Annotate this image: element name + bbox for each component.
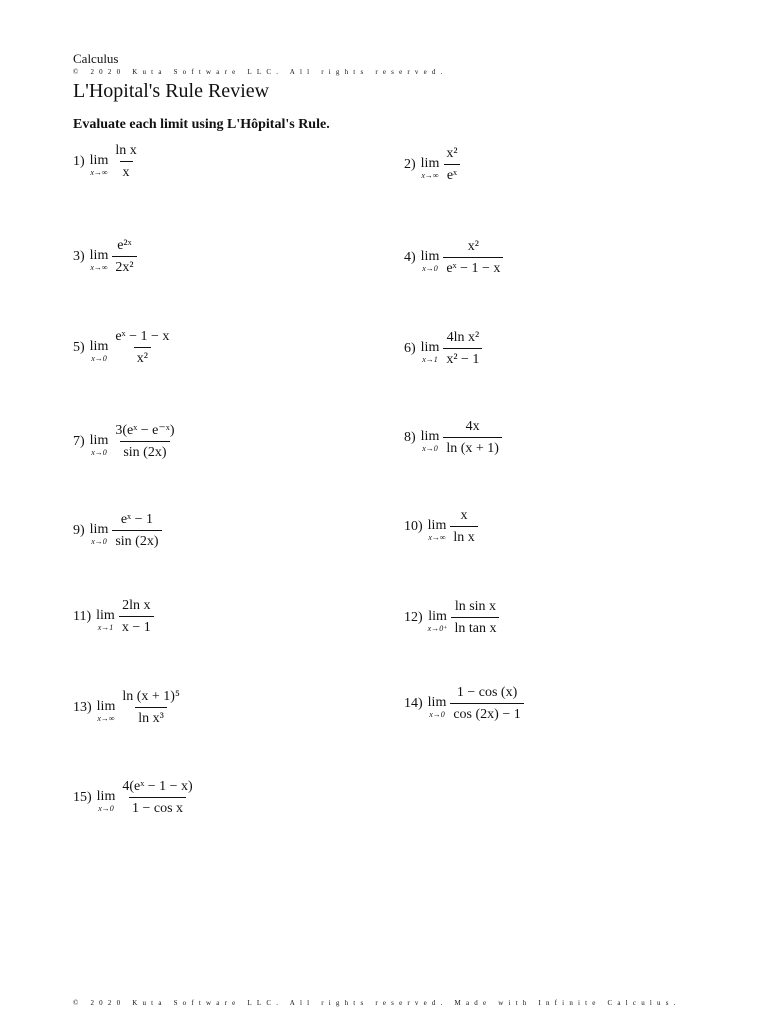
problem-number: 14) <box>404 696 423 711</box>
limit-operator <box>90 522 109 546</box>
numerator: 2ln x <box>122 598 151 613</box>
problem-item <box>73 142 140 182</box>
limit-operator <box>428 695 447 719</box>
problem-number: 10) <box>404 519 423 534</box>
limit-operator <box>90 339 109 363</box>
limit-operator <box>97 789 116 813</box>
denominator: sin (2x) <box>120 441 169 462</box>
fraction <box>450 684 523 724</box>
denominator: sin (2x) <box>112 530 161 551</box>
denominator: x <box>120 161 133 182</box>
numerator: x² <box>446 146 458 161</box>
problem-number: 5) <box>73 340 85 355</box>
denominator: eˣ − 1 − x <box>443 257 503 278</box>
fraction <box>450 507 477 547</box>
limit-operator <box>421 340 440 364</box>
limit-approach: x→0 <box>422 264 438 273</box>
limit-approach: x→∞ <box>90 168 108 177</box>
limit-approach: x→∞ <box>97 714 115 723</box>
problem-number: 13) <box>73 700 92 715</box>
limit-label: lim <box>420 249 440 264</box>
problem-number: 1) <box>73 154 85 169</box>
problem-item <box>73 422 177 462</box>
problem-number: 11) <box>73 609 92 624</box>
limit-label: lim <box>89 153 109 168</box>
fraction <box>119 778 195 818</box>
numerator: e²ˣ <box>117 238 132 253</box>
problem-number: 7) <box>73 434 85 449</box>
limit-approach: x→0 <box>91 448 107 457</box>
limit-operator <box>90 433 109 457</box>
problem-item <box>73 511 162 551</box>
fraction <box>112 237 136 277</box>
limit-label: lim <box>89 522 109 537</box>
limit-label: lim <box>89 248 109 263</box>
numerator: ln (x + 1)⁵ <box>122 689 180 704</box>
denominator: cos (2x) − 1 <box>450 703 523 724</box>
limit-operator <box>90 153 109 177</box>
problem-item <box>404 684 524 724</box>
numerator: 4ln x² <box>446 330 480 345</box>
problem-item <box>404 145 461 185</box>
limit-label: lim <box>89 339 109 354</box>
limit-operator <box>421 249 440 273</box>
instructions: Evaluate each limit using L'Hôpital's Rule. <box>73 117 330 132</box>
numerator: x² <box>467 239 479 254</box>
numerator: x <box>460 508 468 523</box>
problem-item <box>404 598 499 638</box>
limit-label: lim <box>96 789 116 804</box>
fraction <box>443 329 482 369</box>
denominator: ln (x + 1) <box>443 437 502 458</box>
limit-label: lim <box>420 340 440 355</box>
fraction <box>443 238 503 278</box>
limit-approach: x→0 <box>429 710 445 719</box>
limit-operator <box>428 518 447 542</box>
fraction <box>112 511 161 551</box>
limit-operator <box>428 609 448 633</box>
limit-approach: x→∞ <box>421 171 439 180</box>
denominator: x² <box>134 347 151 368</box>
limit-label: lim <box>427 518 447 533</box>
problem-item <box>73 778 196 818</box>
fraction <box>119 597 154 637</box>
problem-item <box>404 238 503 278</box>
denominator: x² − 1 <box>443 348 482 369</box>
problem-number: 15) <box>73 790 92 805</box>
limit-approach: x→0 <box>91 354 107 363</box>
problem-number: 8) <box>404 430 416 445</box>
limit-operator <box>97 699 116 723</box>
problem-item <box>404 329 482 369</box>
limit-approach: x→0 <box>98 804 114 813</box>
problem-item <box>404 507 478 547</box>
limit-operator <box>96 608 115 632</box>
problem-item <box>73 688 183 728</box>
limit-approach: x→0 <box>91 537 107 546</box>
problem-number: 12) <box>404 610 423 625</box>
worksheet-title: L'Hopital's Rule Review <box>73 80 270 102</box>
numerator: ln x <box>115 143 137 158</box>
denominator: eˣ <box>444 164 460 185</box>
limit-label: lim <box>96 608 115 623</box>
problem-item <box>404 418 502 458</box>
denominator: 1 − cos x <box>129 797 186 818</box>
numerator: 4(eˣ − 1 − x) <box>122 779 193 794</box>
limit-approach: x→∞ <box>428 533 446 542</box>
denominator: x − 1 <box>119 616 154 637</box>
fraction <box>112 142 139 182</box>
fraction <box>443 418 502 458</box>
fraction <box>119 688 183 728</box>
limit-label: lim <box>96 699 116 714</box>
limit-label: lim <box>428 609 447 624</box>
fraction <box>451 598 499 638</box>
limit-approach: x→∞ <box>90 263 108 272</box>
limit-label: lim <box>427 695 447 710</box>
limit-label: lim <box>420 429 440 444</box>
numerator: 1 − cos (x) <box>456 685 518 700</box>
problem-item <box>73 597 154 637</box>
fraction <box>112 328 172 368</box>
numerator: eˣ − 1 − x <box>115 329 170 344</box>
denominator: ln x <box>450 526 477 547</box>
problem-item <box>73 328 172 368</box>
denominator: 2x² <box>112 256 136 277</box>
problem-number: 4) <box>404 250 416 265</box>
problem-number: 3) <box>73 249 85 264</box>
limit-approach: x→0⁺ <box>427 624 448 633</box>
problem-number: 9) <box>73 523 85 538</box>
denominator: ln x³ <box>135 707 167 728</box>
denominator: ln tan x <box>451 617 499 638</box>
fraction <box>443 145 460 185</box>
copyright-footer: © 2020 Kuta Software LLC. All rights reserved. Made with Infinite Calculus. <box>73 999 681 1007</box>
limit-approach: x→1 <box>97 623 114 632</box>
problem-item <box>73 237 137 277</box>
numerator: 3(eˣ − e⁻ˣ) <box>115 423 175 438</box>
numerator: ln sin x <box>454 599 497 614</box>
limit-operator <box>421 429 440 453</box>
limit-operator <box>421 156 440 180</box>
limit-label: lim <box>420 156 440 171</box>
numerator: eˣ − 1 <box>120 512 153 527</box>
numerator: 4x <box>465 419 480 434</box>
limit-approach: x→0 <box>422 444 438 453</box>
problem-number: 6) <box>404 341 416 356</box>
limit-approach: x→1 <box>422 355 438 364</box>
copyright-header: © 2020 Kuta Software LLC. All rights reserved. <box>73 68 448 76</box>
problem-number: 2) <box>404 157 416 172</box>
fraction <box>112 422 177 462</box>
limit-operator <box>90 248 109 272</box>
limit-label: lim <box>89 433 109 448</box>
course-name: Calculus <box>73 51 119 66</box>
